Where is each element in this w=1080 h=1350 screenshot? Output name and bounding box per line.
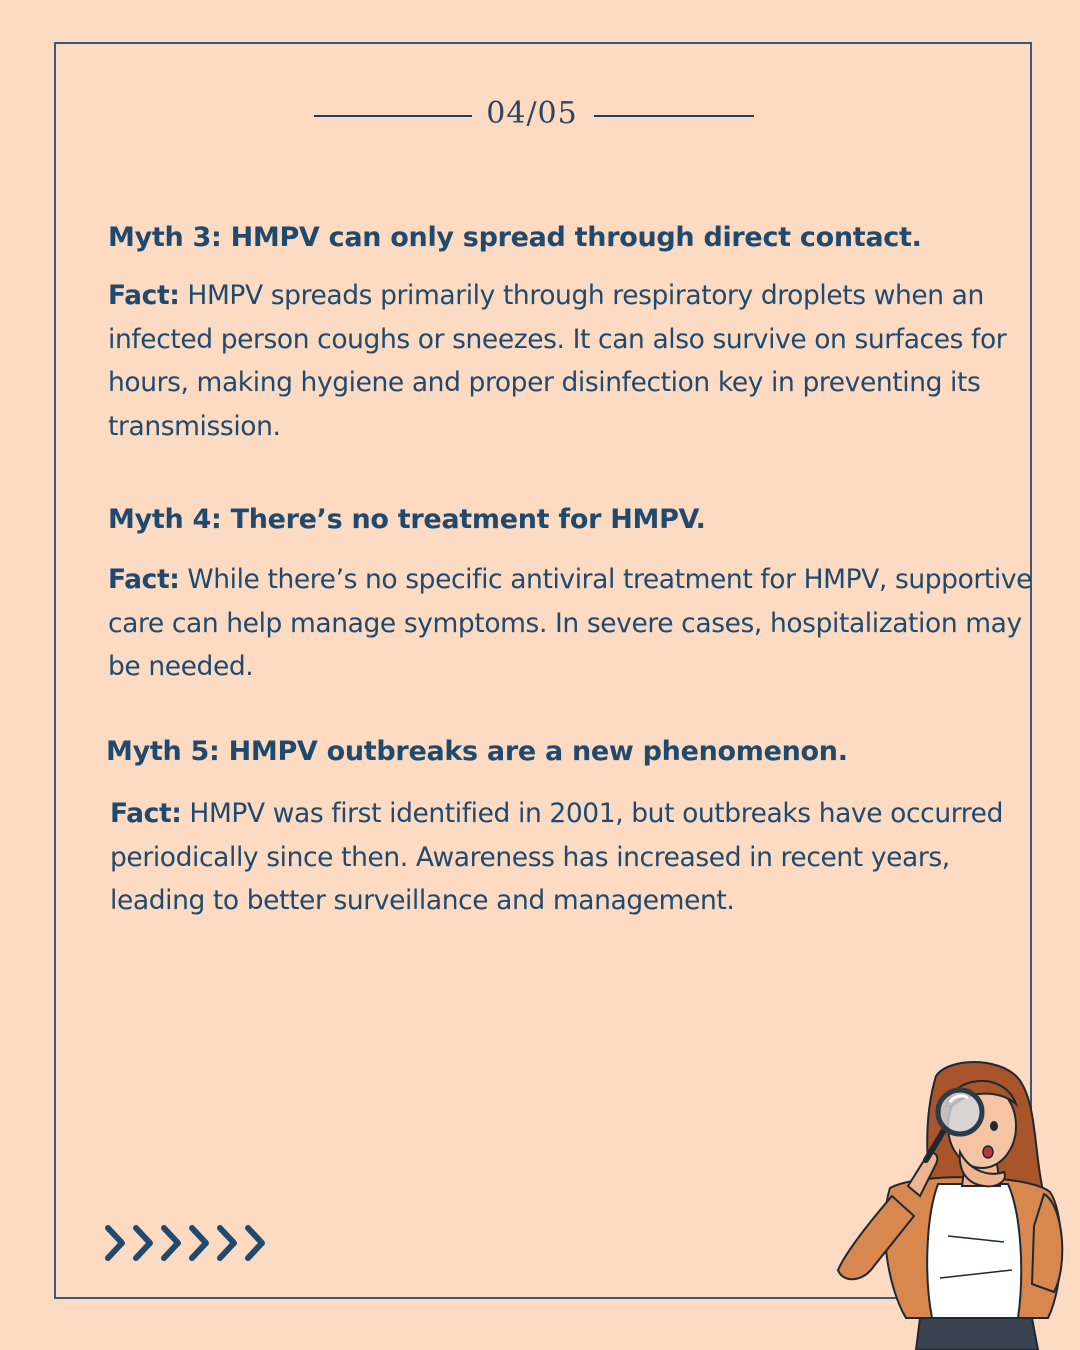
fact-label: Fact: (108, 280, 180, 311)
woman-magnifying-glass-illustration (828, 1056, 1080, 1350)
fact-paragraph (110, 792, 1026, 923)
myth-title: Myth 5: HMPV outbreaks are a new phenomenon. (106, 736, 848, 767)
chevrons-right-icon[interactable] (102, 1220, 282, 1266)
fact-text: HMPV spreads primarily through respiratory droplets when an infected person coughs or sneezes. It can also survive on surfaces for hours, making hygiene and proper disinfection key in preventing its transmission. (108, 280, 1007, 442)
fact-label: Fact: (110, 798, 182, 829)
page-number: 04/05 (486, 96, 578, 131)
fact-paragraph (108, 558, 1048, 689)
page-indicator (0, 96, 1080, 136)
myth-block-4 (108, 502, 1048, 689)
fact-label: Fact: (108, 564, 180, 595)
myth-block-5 (106, 734, 1026, 923)
fact-text: HMPV was first identified in 2001, but outbreaks have occurred periodically since then. Awareness has increased in recent years, leading to better surveillance and management. (110, 798, 1003, 916)
myth-title: Myth 4: There’s no treatment for HMPV. (108, 504, 706, 535)
pager-divider-right (594, 115, 754, 117)
pager-divider-left (314, 115, 472, 117)
fact-paragraph (108, 274, 1028, 448)
myth-block-3 (108, 220, 1028, 448)
myth-title: Myth 3: HMPV can only spread through direct contact. (108, 222, 922, 253)
fact-text: While there’s no specific antiviral treatment for HMPV, supportive care can help manage symptoms. In severe cases, hospitalization may be needed. (108, 564, 1033, 682)
